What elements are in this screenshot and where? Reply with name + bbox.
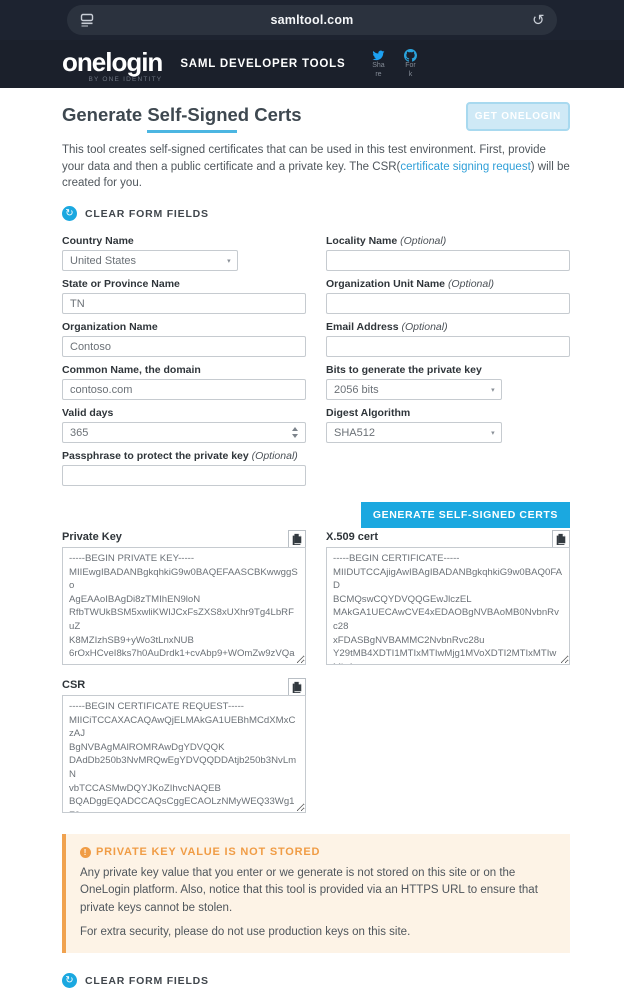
get-onelogin-button[interactable]: GET ONELOGIN bbox=[466, 102, 570, 131]
bits-label: Bits to generate the private key bbox=[326, 364, 482, 377]
field-valid-days bbox=[62, 407, 306, 443]
logo-text: onelogin bbox=[62, 46, 163, 77]
warning-body-2: For extra security, please do not use production keys on this site. bbox=[80, 925, 411, 938]
field-org-unit: Organization Unit Name (Optional) bbox=[326, 278, 570, 314]
organization-input[interactable] bbox=[62, 336, 306, 357]
passphrase-label: Passphrase to protect the private key bbox=[62, 450, 249, 463]
stepper-up-icon bbox=[292, 427, 298, 431]
warning-title: ! PRIVATE KEY VALUE IS NOT STORED bbox=[80, 846, 554, 858]
url-bar[interactable] bbox=[67, 5, 557, 35]
x509-output bbox=[326, 530, 570, 670]
twitter-icon bbox=[372, 49, 385, 62]
chevron-down-icon: ▾ bbox=[227, 257, 231, 265]
private-key-output bbox=[62, 530, 306, 670]
private-key-warning bbox=[62, 834, 570, 953]
csr-label: CSR bbox=[62, 679, 86, 692]
logo-subtext: BY ONE IDENTITY bbox=[88, 75, 163, 83]
browser-chrome bbox=[0, 0, 624, 40]
x509-label: X.509 cert bbox=[326, 531, 378, 544]
email-input[interactable] bbox=[326, 336, 570, 357]
warning-body-1: Any private key value that you enter or we generate is not stored on this site or on the OneLogin platform. Also, notice that this tool is provided via an HTTPS URL to ensure that private keys cannot be stolen. bbox=[80, 867, 538, 914]
csr-textarea[interactable] bbox=[62, 695, 306, 813]
page-title: Generate Self-Signed Certs bbox=[62, 104, 302, 125]
email-label: Email Address bbox=[326, 321, 399, 334]
valid-days-input[interactable] bbox=[70, 427, 285, 439]
locality-label: Locality Name bbox=[326, 235, 398, 248]
copy-private-key-button[interactable] bbox=[288, 530, 306, 548]
copy-icon bbox=[291, 533, 303, 545]
org-unit-input[interactable] bbox=[326, 293, 570, 314]
fork-label: For k bbox=[405, 62, 416, 78]
github-fork-button[interactable] bbox=[399, 49, 421, 78]
field-bits bbox=[326, 364, 570, 400]
chevron-down-icon: ▾ bbox=[491, 429, 495, 437]
copy-x509-button[interactable] bbox=[552, 530, 570, 548]
organization-label: Organization Name bbox=[62, 321, 158, 334]
clear-form-fields-bottom[interactable]: ↻ CLEAR FORM FIELDS bbox=[62, 973, 570, 988]
x509-textarea[interactable] bbox=[326, 547, 570, 665]
field-passphrase: Passphrase to protect the private key (Optional) bbox=[62, 450, 306, 486]
copy-icon bbox=[291, 681, 303, 693]
refresh-icon: ↻ bbox=[62, 973, 77, 988]
reload-icon[interactable]: ↻ bbox=[532, 10, 545, 29]
country-select[interactable]: United States ▾ bbox=[62, 250, 238, 271]
digest-select[interactable]: SHA512 ▾ bbox=[326, 422, 502, 443]
cert-form bbox=[62, 235, 570, 486]
site-header bbox=[0, 40, 624, 88]
state-input[interactable] bbox=[62, 293, 306, 314]
copy-icon bbox=[555, 533, 567, 545]
common-name-input[interactable] bbox=[62, 379, 306, 400]
field-organization bbox=[62, 321, 306, 357]
title-row bbox=[62, 104, 570, 133]
org-unit-label: Organization Unit Name bbox=[326, 278, 446, 291]
warning-icon: ! bbox=[80, 847, 91, 858]
url-text: samltool.com bbox=[270, 13, 354, 27]
common-name-label: Common Name, the domain bbox=[62, 364, 201, 377]
twitter-share-button[interactable] bbox=[367, 49, 389, 78]
private-key-label: Private Key bbox=[62, 531, 122, 544]
github-icon bbox=[404, 49, 417, 62]
field-locality: Locality Name (Optional) bbox=[326, 235, 570, 271]
outputs bbox=[62, 530, 570, 670]
field-country bbox=[62, 235, 306, 271]
intro-text: This tool creates self-signed certificates that can be used in this test environment. First, provide your data and then a public certificate and a private key. The CSR(certificate signing request) will be created for you. bbox=[62, 144, 570, 190]
copy-csr-button[interactable] bbox=[288, 678, 306, 696]
digest-label: Digest Algorithm bbox=[326, 407, 411, 420]
share-widgets bbox=[367, 49, 421, 78]
passphrase-input[interactable] bbox=[62, 465, 306, 486]
field-email: Email Address (Optional) bbox=[326, 321, 570, 357]
stepper-down-icon bbox=[292, 434, 298, 438]
csr-output bbox=[62, 678, 306, 818]
share-label: Sha re bbox=[372, 62, 385, 78]
title-underline bbox=[147, 130, 237, 133]
field-digest bbox=[326, 407, 570, 443]
valid-days-stepper[interactable] bbox=[285, 427, 305, 438]
generate-certs-button[interactable]: GENERATE SELF-SIGNED CERTS bbox=[361, 502, 570, 528]
bits-select[interactable]: 2056 bits ▾ bbox=[326, 379, 502, 400]
site-subtitle: SAML DEVELOPER TOOLS bbox=[180, 58, 346, 70]
reader-mode-icon[interactable] bbox=[79, 12, 95, 28]
chevron-down-icon: ▾ bbox=[491, 386, 495, 394]
refresh-icon: ↻ bbox=[62, 206, 77, 221]
page-content bbox=[0, 88, 624, 988]
private-key-textarea[interactable] bbox=[62, 547, 306, 665]
field-state bbox=[62, 278, 306, 314]
country-label: Country Name bbox=[62, 235, 134, 248]
clear-form-fields-top[interactable]: ↻ CLEAR FORM FIELDS bbox=[62, 206, 570, 221]
csr-link[interactable]: certificate signing request bbox=[400, 160, 531, 173]
onelogin-logo[interactable] bbox=[62, 46, 163, 84]
state-label: State or Province Name bbox=[62, 278, 180, 291]
field-common-name bbox=[62, 364, 306, 400]
locality-input[interactable] bbox=[326, 250, 570, 271]
valid-days-label: Valid days bbox=[62, 407, 114, 420]
